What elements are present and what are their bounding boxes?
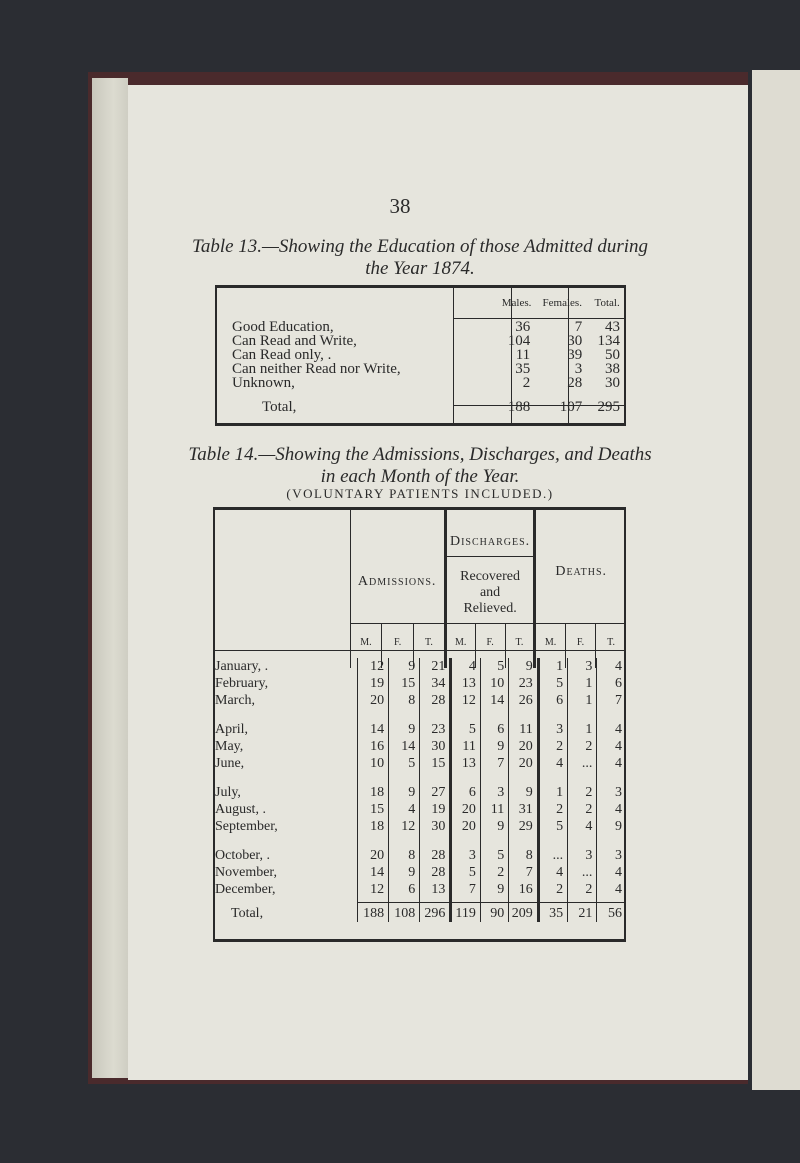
- cell-value: 2: [568, 738, 597, 755]
- table14-subcaption: (VOLUNTARY PATIENTS INCLUDED.): [286, 486, 554, 501]
- cell-value: 2: [568, 801, 597, 818]
- cell-value: 3: [568, 847, 597, 864]
- table14-bottom-rule: [213, 939, 626, 942]
- cell-value: 7: [480, 755, 508, 772]
- cell-value: 6: [389, 881, 420, 898]
- cell-value: 8: [389, 847, 420, 864]
- cell-value: 56: [597, 903, 626, 923]
- cell-value: 3: [568, 658, 597, 675]
- cell-value: ...: [568, 755, 597, 772]
- cell-value: 9: [480, 818, 508, 835]
- table-row: [215, 881, 626, 898]
- row-label: Total,: [231, 905, 264, 921]
- cell-value: 8: [389, 692, 420, 709]
- cell-value: 2: [538, 881, 567, 898]
- table-row: Can Read only, . 11 39 50: [232, 347, 620, 363]
- cell-value: 27: [420, 784, 451, 801]
- cell-value: 4: [597, 881, 626, 898]
- cell-value: 14: [358, 721, 389, 738]
- table13-caption-line1: Table 13.—Showing the Education of those Admitted during: [192, 236, 648, 257]
- cell-value: 188: [358, 903, 389, 923]
- table13-caption-line2: the Year 1874.: [365, 258, 475, 279]
- table-row: [215, 864, 626, 881]
- cell-value: 35: [538, 903, 567, 923]
- cell-value: 296: [420, 903, 451, 923]
- table-row: Unknown, 2 28 30: [232, 375, 620, 391]
- table14-header-recovered: Recovered and Relieved.: [445, 557, 535, 624]
- cell-value: 4: [597, 658, 626, 675]
- cell-value: 15: [389, 675, 420, 692]
- cell-value: 16: [509, 881, 539, 898]
- cell-value: 4: [451, 658, 480, 675]
- table14-col-header-row: M. F. T. M. F. T. M. F. T.: [215, 624, 626, 661]
- cell-value: 14: [389, 738, 420, 755]
- table14-caption-line1: Table 14.—Showing the Admissions, Discharges, and Deaths: [188, 444, 652, 465]
- cell-value: 4: [538, 755, 567, 772]
- cell-value: 5: [451, 721, 480, 738]
- cell-value: 14: [480, 692, 508, 709]
- cell-value: 13: [451, 755, 480, 772]
- cell-value: 4: [597, 738, 626, 755]
- row-label: July,: [215, 785, 241, 800]
- cell-value: 34: [420, 675, 451, 692]
- cell-value: 1: [568, 692, 597, 709]
- cell-value: 13: [451, 675, 480, 692]
- cell-value: 5: [480, 847, 508, 864]
- table-row: [215, 692, 626, 709]
- cell-value: 1: [568, 721, 597, 738]
- cell-value: 2: [480, 864, 508, 881]
- cell-value: 21: [420, 658, 451, 675]
- cell-value: 6: [597, 675, 626, 692]
- cell-value: 119: [451, 903, 480, 923]
- row-label: May,: [215, 739, 244, 754]
- cell-value: 6: [451, 784, 480, 801]
- cell-value: 19: [358, 675, 389, 692]
- cell-value: 20: [358, 847, 389, 864]
- table-row: [215, 784, 626, 801]
- cell-value: 9: [509, 784, 539, 801]
- cell-value: 31: [509, 801, 539, 818]
- table-row: [215, 847, 626, 864]
- cell-value: 4: [597, 721, 626, 738]
- cell-value: 2: [568, 784, 597, 801]
- cell-value: 209: [509, 903, 539, 923]
- cell-value: 18: [358, 818, 389, 835]
- table13: [218, 288, 626, 414]
- cell-value: 9: [389, 784, 420, 801]
- table13-header-total: Total.: [594, 297, 620, 309]
- row-label: September,: [215, 819, 278, 834]
- table14-caption-line2: in each Month of the Year.: [320, 466, 520, 487]
- table-row: Can neither Read nor Write, 35 3 38: [232, 361, 620, 377]
- table-row: [215, 658, 626, 675]
- table13-header-males: Males.: [501, 297, 532, 309]
- cell-value: 12: [358, 658, 389, 675]
- cell-value: 11: [480, 801, 508, 818]
- table13-total-row: Total, 188 107 295: [262, 399, 620, 415]
- cell-value: 28: [420, 847, 451, 864]
- cell-value: 12: [451, 692, 480, 709]
- table13-header-females: Females.: [542, 297, 582, 309]
- cell-value: 30: [420, 738, 451, 755]
- cell-value: 4: [597, 864, 626, 881]
- table-row: Good Education, 36 7 43: [232, 319, 620, 335]
- cell-value: 28: [420, 692, 451, 709]
- cell-value: 3: [538, 721, 567, 738]
- cell-value: 7: [597, 692, 626, 709]
- cell-value: 10: [480, 675, 508, 692]
- table14-header-discharges: Discharges.: [445, 510, 535, 557]
- cell-value: 90: [480, 903, 508, 923]
- cell-value: ...: [538, 847, 567, 864]
- cell-value: 4: [389, 801, 420, 818]
- table14-header-deaths: Deaths.: [535, 510, 626, 624]
- table-row: Can Read and Write, 104 30 134: [232, 333, 620, 349]
- row-label: March,: [215, 693, 256, 708]
- cell-value: 6: [480, 721, 508, 738]
- cell-value: 1: [538, 784, 567, 801]
- cell-value: 29: [509, 818, 539, 835]
- table14-header-admissions: Admissions.: [350, 510, 445, 624]
- cell-value: 9: [389, 721, 420, 738]
- table14-body: [215, 658, 626, 922]
- cell-value: 3: [480, 784, 508, 801]
- cell-value: 8: [509, 847, 539, 864]
- table-row: [215, 755, 626, 772]
- table-row: [215, 675, 626, 692]
- table13-left-border: [215, 285, 217, 426]
- table14-total-row: [215, 903, 626, 923]
- cell-value: 3: [597, 847, 626, 864]
- cell-value: 4: [538, 864, 567, 881]
- table-row: [215, 818, 626, 835]
- page-stack-edge: [92, 78, 128, 1078]
- cell-value: ...: [568, 864, 597, 881]
- page-number: 38: [389, 194, 411, 218]
- row-label: August, .: [215, 802, 266, 817]
- cell-value: 5: [451, 864, 480, 881]
- cell-value: 11: [509, 721, 539, 738]
- table14-caption: [160, 444, 680, 488]
- table13-header-row: [218, 288, 626, 320]
- cell-value: 15: [420, 755, 451, 772]
- cell-value: 20: [451, 801, 480, 818]
- cell-value: 13: [420, 881, 451, 898]
- cell-value: 23: [509, 675, 539, 692]
- cell-value: 11: [451, 738, 480, 755]
- cell-value: 20: [358, 692, 389, 709]
- cell-value: 19: [420, 801, 451, 818]
- cell-value: 4: [597, 801, 626, 818]
- cell-value: 9: [597, 818, 626, 835]
- table14: [215, 510, 626, 668]
- cell-value: 9: [480, 738, 508, 755]
- cell-value: 28: [420, 864, 451, 881]
- cell-value: 6: [538, 692, 567, 709]
- cell-value: 4: [568, 818, 597, 835]
- table-row: [215, 801, 626, 818]
- cell-value: 3: [451, 847, 480, 864]
- cell-value: 18: [358, 784, 389, 801]
- cell-value: 12: [358, 881, 389, 898]
- table13-caption: [160, 236, 680, 280]
- cell-value: 4: [597, 755, 626, 772]
- cell-value: 12: [389, 818, 420, 835]
- cell-value: 10: [358, 755, 389, 772]
- table13-bottom-rule: [215, 423, 626, 426]
- cell-value: 5: [538, 818, 567, 835]
- cell-value: 9: [389, 658, 420, 675]
- cell-value: 26: [509, 692, 539, 709]
- cell-value: 16: [358, 738, 389, 755]
- cell-value: 9: [389, 864, 420, 881]
- cell-value: 5: [389, 755, 420, 772]
- table-row: [215, 738, 626, 755]
- cell-value: 108: [389, 903, 420, 923]
- cell-value: 2: [538, 738, 567, 755]
- row-label: November,: [215, 865, 278, 880]
- row-label: January, .: [215, 659, 269, 674]
- cell-value: 15: [358, 801, 389, 818]
- cell-value: 2: [568, 881, 597, 898]
- cell-value: 21: [568, 903, 597, 923]
- cell-value: 23: [420, 721, 451, 738]
- cell-value: 20: [509, 755, 539, 772]
- cell-value: 20: [451, 818, 480, 835]
- cell-value: 1: [568, 675, 597, 692]
- cell-value: 20: [509, 738, 539, 755]
- row-label: February,: [215, 676, 269, 691]
- cell-value: 5: [480, 658, 508, 675]
- facing-page-edge: [752, 70, 800, 1090]
- cell-value: 2: [538, 801, 567, 818]
- row-label: October, .: [215, 848, 271, 863]
- cell-value: 30: [420, 818, 451, 835]
- row-label: April,: [215, 722, 249, 737]
- table-row: [215, 721, 626, 738]
- cell-value: 5: [538, 675, 567, 692]
- row-label: June,: [215, 756, 245, 771]
- cell-value: 7: [451, 881, 480, 898]
- table14-group-header-row: [215, 510, 626, 557]
- cell-value: 14: [358, 864, 389, 881]
- cell-value: 9: [480, 881, 508, 898]
- cell-value: 3: [597, 784, 626, 801]
- cell-value: 7: [509, 864, 539, 881]
- cell-value: 1: [538, 658, 567, 675]
- cell-value: 9: [509, 658, 539, 675]
- row-label: December,: [215, 882, 276, 897]
